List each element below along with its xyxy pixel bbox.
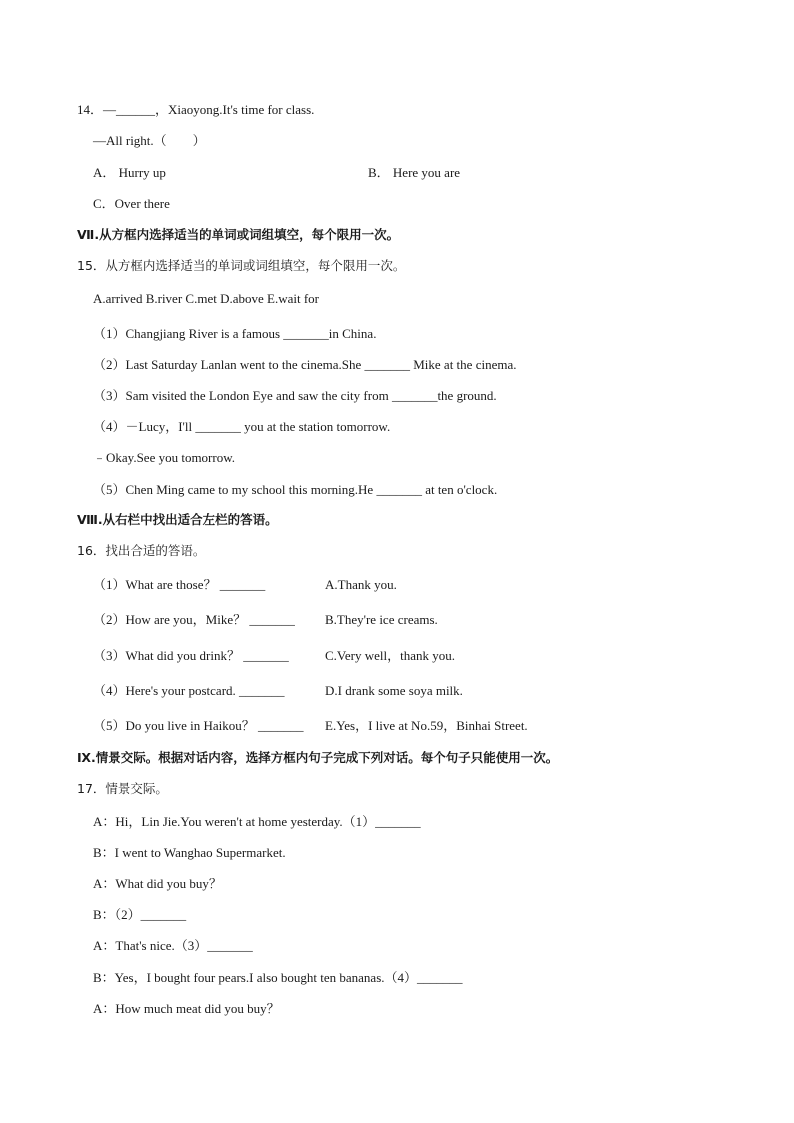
- q15-item-4: （4）－Lucy，I'll _______ you at the station tomorrow.: [93, 419, 391, 434]
- q14-stem: 14．—______，Xiaoyong.It's time for class.: [77, 102, 315, 117]
- q16-left-3: （3）What did you drink？ _______: [93, 648, 289, 663]
- q17-line-5: A：That's nice.（3）_______: [93, 938, 253, 953]
- q16-left-2: （2）How are you，Mike？ _______: [93, 612, 295, 627]
- section-7-heading: Ⅶ.从方框内选择适当的单词或词组填空，每个限用一次。: [77, 227, 400, 242]
- q16-left-1: （1）What are those？ _______: [93, 577, 266, 592]
- q14-option-b: B． Here you are: [368, 165, 461, 180]
- q15-stem: 15．从方框内选择适当的单词或词组填空，每个限用一次。: [77, 258, 406, 273]
- q14-option-a: A． Hurry up: [93, 165, 166, 180]
- q16-left-5: （5）Do you live in Haikou？ _______: [93, 718, 304, 733]
- q17-line-2: B：I went to Wanghao Supermarket.: [93, 845, 286, 860]
- q17-line-6: B：Yes，I bought four pears.I also bought ten bananas.（4）_______: [93, 970, 463, 985]
- q16-right-a: A.Thank you.: [325, 577, 397, 592]
- q15-word-box: A.arrived B.river C.met D.above E.wait for: [93, 291, 319, 306]
- q15-item-3: （3）Sam visited the London Eye and saw the city from _______the ground.: [93, 388, 497, 403]
- q15-item-1: （1）Changjiang River is a famous _______in China.: [93, 326, 377, 341]
- q17-line-7: A：How much meat did you buy？: [93, 1001, 280, 1016]
- q15-item-5: （5）Chen Ming came to my school this morning.He _______ at ten o'clock.: [93, 482, 498, 497]
- q15-item-4-reply: ﹣Okay.See you tomorrow.: [93, 450, 236, 465]
- q14-option-c: C．Over there: [93, 196, 170, 211]
- q17-line-1: A：Hi，Lin Jie.You weren't at home yesterday.（1）_______: [93, 814, 421, 829]
- q17-line-4: B：（2）_______: [93, 907, 187, 922]
- q16-right-e: E.Yes，I live at No.59，Binhai Street.: [325, 718, 528, 733]
- q16-right-b: B.They're ice creams.: [325, 612, 438, 627]
- section-9-heading: Ⅸ.情景交际。根据对话内容，选择方框内句子完成下列对话。每个句子只能使用一次。: [77, 750, 559, 765]
- q16-right-d: D.I drank some soya milk.: [325, 683, 463, 698]
- q17-stem: 17．情景交际。: [77, 781, 168, 796]
- q14-reply: —All right.（ ）: [93, 133, 206, 148]
- q17-line-3: A：What did you buy？: [93, 876, 222, 891]
- q16-right-c: C.Very well，thank you.: [325, 648, 455, 663]
- section-8-heading: Ⅷ.从右栏中找出适合左栏的答语。: [77, 512, 278, 527]
- q16-stem: 16．找出合适的答语。: [77, 543, 206, 558]
- q16-left-4: （4）Here's your postcard. _______: [93, 683, 285, 698]
- q15-item-2: （2）Last Saturday Lanlan went to the cinema.She _______ Mike at the cinema.: [93, 357, 517, 372]
